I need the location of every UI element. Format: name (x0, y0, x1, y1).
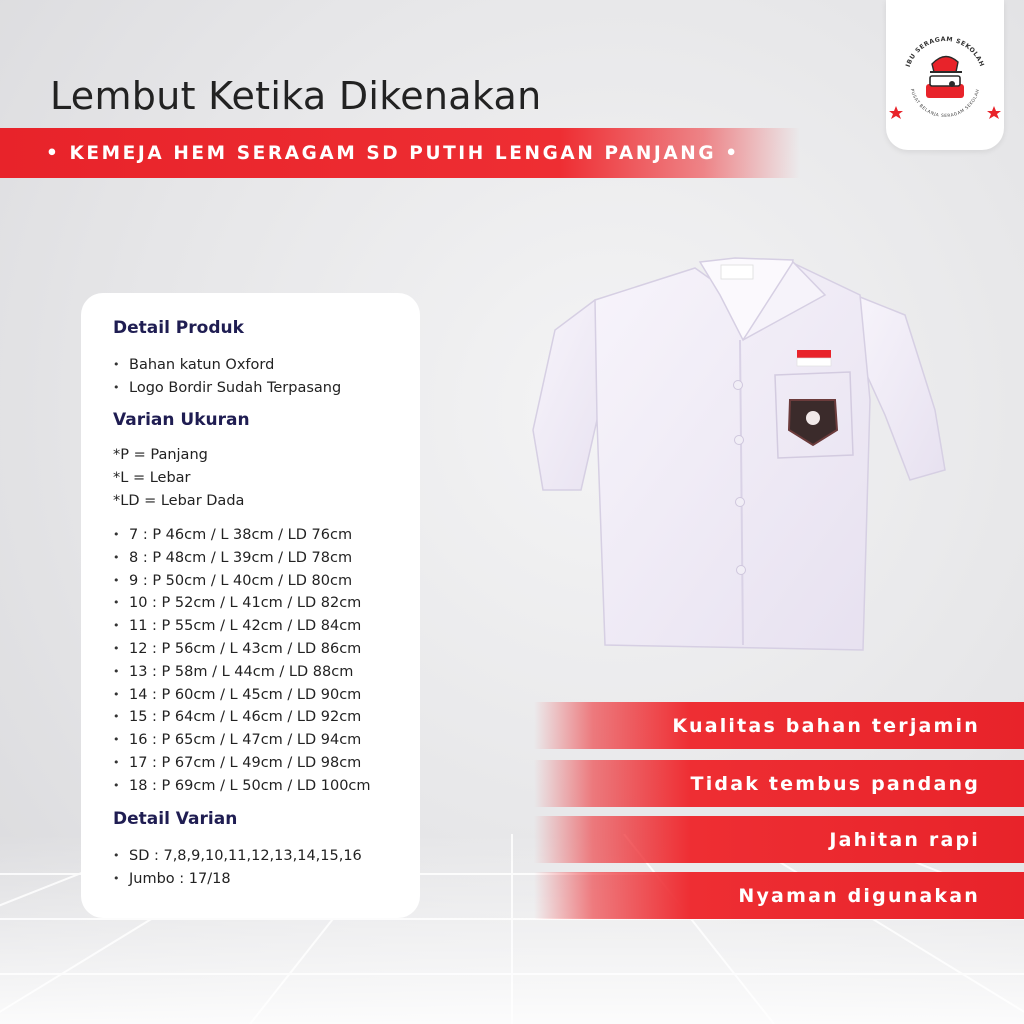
feature-ribbon: Tidak tembus pandang (534, 760, 1024, 807)
detail-produk-list (113, 354, 341, 400)
size-item: • 12 : P 56cm / L 43cm / LD 86cm (113, 640, 362, 657)
size-list (113, 524, 371, 798)
page-title: Lembut Ketika Dikenakan (50, 74, 542, 118)
size-item: • 9 : P 50cm / L 40cm / LD 80cm (113, 572, 353, 589)
size-item: • 14 : P 60cm / L 45cm / LD 90cm (113, 686, 362, 703)
detail-panel (81, 293, 420, 918)
size-item: • 17 : P 67cm / L 49cm / LD 98cm (113, 754, 362, 771)
note-item: *P = Panjang (113, 447, 208, 463)
white-shirt-image (525, 240, 955, 660)
size-item: • 10 : P 52cm / L 41cm / LD 82cm (113, 595, 362, 612)
logo-bottom-text: PUSAT BELANJA SERAGAM SEKOLAH (908, 88, 982, 120)
logo-top-text: IBU SERAGAM SEKOLAH (904, 35, 986, 69)
list-item: • Bahan katun Oxford (113, 357, 275, 373)
detail-varian-list (113, 845, 362, 891)
product-banner (0, 128, 800, 178)
detail-produk-title: Detail Produk (113, 318, 244, 338)
feature-ribbon: Kualitas bahan terjamin (534, 702, 1024, 749)
size-item: • 15 : P 64cm / L 46cm / LD 92cm (113, 709, 362, 726)
size-item: • 18 : P 69cm / L 50cm / LD 100cm (113, 777, 371, 794)
size-item: • 11 : P 55cm / L 42cm / LD 84cm (113, 618, 362, 635)
list-item: • SD : 7,8,9,10,11,12,13,14,15,16 (113, 848, 362, 864)
feature-ribbon: Nyaman digunakan (534, 872, 1024, 919)
list-item: • Jumbo : 17/18 (113, 870, 231, 887)
feature-ribbon: Jahitan rapi (534, 816, 1024, 863)
brand-logo-card (886, 0, 1004, 150)
note-item: *LD = Lebar Dada (113, 492, 245, 509)
size-abbreviation-notes (113, 444, 244, 512)
size-item: • 16 : P 65cm / L 47cm / LD 94cm (113, 732, 362, 749)
list-item: • Logo Bordir Sudah Terpasang (113, 379, 342, 396)
size-item: • 13 : P 58m / L 44cm / LD 88cm (113, 663, 354, 680)
brand-logo (886, 0, 1004, 150)
detail-varian-title: Detail Varian (113, 809, 238, 829)
varian-ukuran-title: Varian Ukuran (113, 410, 250, 430)
banner-text: • KEMEJA HEM SERAGAM SD PUTIH LENGAN PANJANG • (46, 142, 740, 164)
size-item: • 8 : P 48cm / L 39cm / LD 78cm (113, 549, 353, 566)
school-uniform-bundle-icon (926, 56, 964, 98)
note-item: *L = Lebar (113, 469, 191, 486)
size-item: • 7 : P 46cm / L 38cm / LD 76cm (113, 527, 353, 543)
